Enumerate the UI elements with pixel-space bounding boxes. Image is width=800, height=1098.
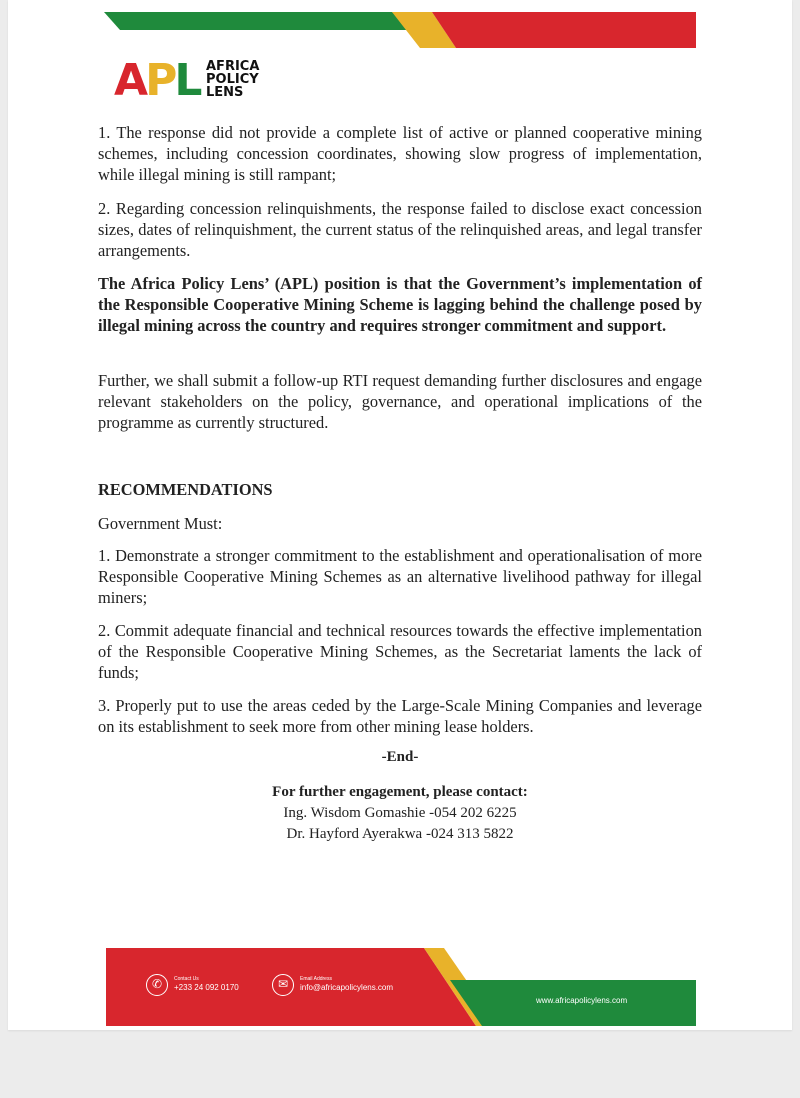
end-marker: -End-	[381, 749, 419, 765]
logo-line-policy: POLICY	[206, 72, 259, 87]
email-address: info@africapolicylens.com	[300, 983, 394, 992]
email-icon: ✉	[272, 974, 294, 996]
contact-block	[98, 782, 702, 845]
recommendation-1: 1. Demonstrate a stronger commitment to the establishment and operationalisation of more Responsible Cooperative Mining Schemes as an alternative livelihood pathway for illegal miners;	[98, 546, 702, 607]
contact-title: For further engagement, please contact:	[272, 784, 528, 800]
recommendations-intro: Government Must:	[98, 514, 223, 533]
logo-mark-a: A	[114, 55, 146, 106]
logo-mark-l: L	[174, 55, 200, 106]
phone-label: Contact Us	[174, 976, 199, 982]
logo-mark	[114, 55, 200, 106]
website-link[interactable]: www.africapolicylens.com	[536, 996, 628, 1005]
logo-line-africa: AFRICA	[206, 59, 260, 74]
contact-person-1: Ing. Wisdom Gomashie -054 202 6225	[283, 805, 517, 821]
recommendation-3: 3. Properly put to use the areas ceded by the Large-Scale Mining Companies and leverage on its establishment to seek more from other mining lease holders.	[98, 696, 702, 736]
email-label: Email Address	[300, 976, 332, 982]
follow-up-paragraph: Further, we shall submit a follow-up RTI request demanding further disclosures and engage relevant stakeholders on the policy, governance, and operational implications of the programme as currently structured.	[98, 371, 702, 432]
phone-number: +233 24 092 0170	[174, 983, 239, 992]
logo-line-lens: LENS	[206, 85, 244, 100]
recommendation-2: 2. Commit adequate financial and technical resources towards the effective implementation of the Responsible Cooperative Mining Schemes, as the Secretariat laments the lack of funds;	[98, 621, 702, 682]
top-band-red	[432, 12, 696, 48]
finding-paragraph-1: 1. The response did not provide a complete list of active or planned cooperative mining schemes, including concession coordinates, showing slow progress of implementation, while illegal mining is still rampant;	[98, 123, 702, 184]
finding-paragraph-2: 2. Regarding concession relinquishments, the response failed to disclose exact concession sizes, dates of relinquishment, the current status of the relinquished areas, and legal transfer arrangements.	[98, 199, 702, 260]
logo-wordmark	[206, 60, 259, 99]
recommendations-heading: RECOMMENDATIONS	[98, 480, 273, 499]
contact-person-2: Dr. Hayford Ayerakwa -024 313 5822	[286, 826, 514, 842]
document-page	[8, 0, 792, 1030]
top-band-green	[104, 12, 416, 30]
top-color-band	[8, 0, 792, 50]
footer-band	[106, 948, 696, 1028]
phone-icon: ✆	[146, 974, 168, 996]
position-statement: The Africa Policy Lens’ (APL) position is that the Government’s implementation of the Responsible Cooperative Mining Scheme is lagging behind the challenge posed by illegal mining across the country and requires stronger commitment and support.	[98, 274, 702, 335]
logo-mark-p: P	[145, 55, 175, 106]
